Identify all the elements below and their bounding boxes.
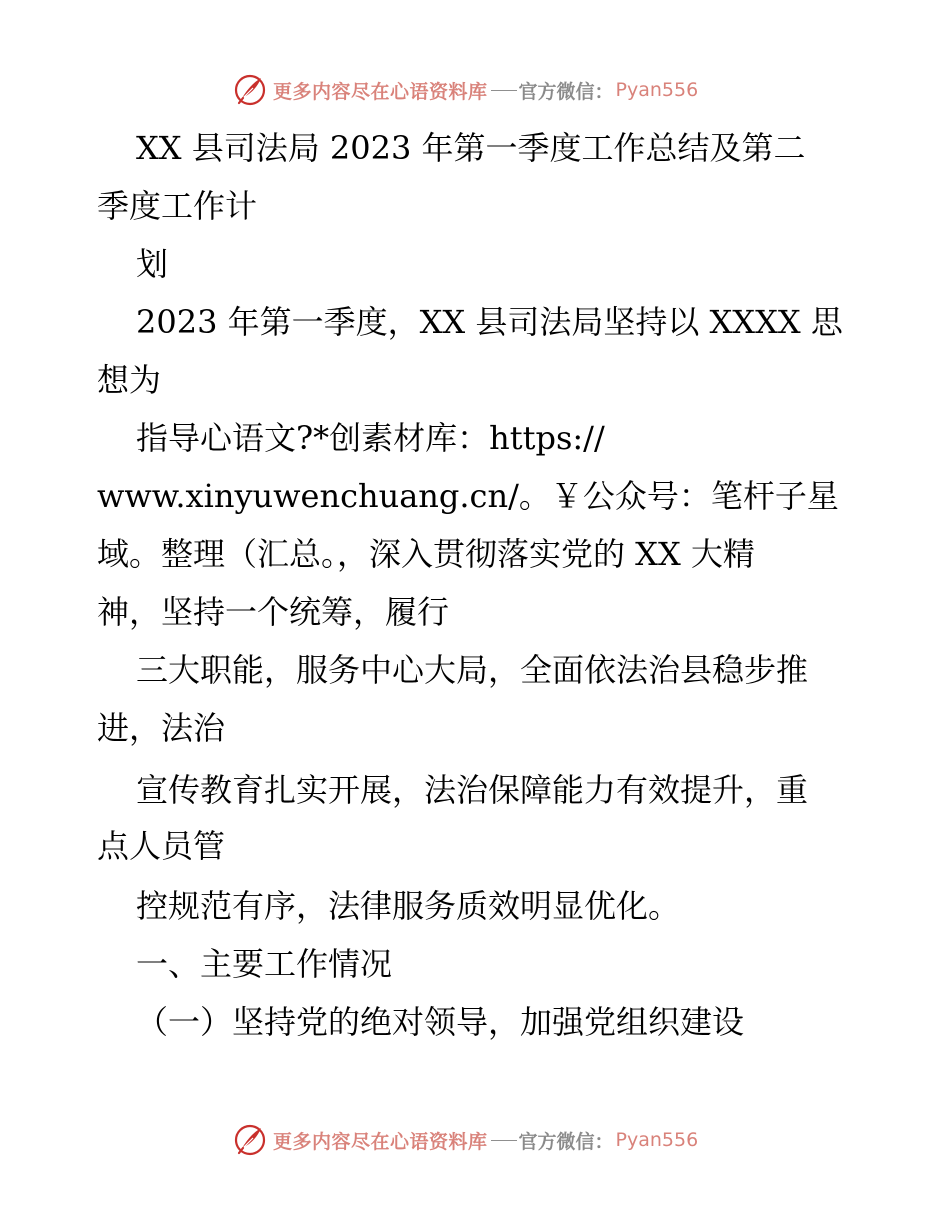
doc-title-line-3: 划 xyxy=(136,245,169,283)
banner-dash-divider xyxy=(491,90,517,91)
doc-paragraph-line: www.xinyuwenchuang.cn/。￥公众号：笔杆子星 xyxy=(97,477,839,515)
banner-wechat-id: Pyan556 xyxy=(615,1129,699,1151)
banner-wechat-label: 官方微信： xyxy=(518,1130,614,1153)
doc-paragraph-line: 2023 年第一季度，XX 县司法局坚持以 XXXX 思 xyxy=(136,303,843,341)
doc-paragraph-line: 三大职能，服务中心大局，全面依法治县稳步推 xyxy=(136,651,809,689)
banner-wechat-label: 官方微信： xyxy=(518,80,614,103)
doc-paragraph-line: 神，坚持一个统筹，履行 xyxy=(97,593,450,631)
doc-paragraph-line: 宣传教育扎实开展，法治保障能力有效提升，重 xyxy=(136,771,809,809)
header-watermark-banner xyxy=(233,72,698,108)
doc-paragraph-line: 点人员管 xyxy=(97,827,226,865)
doc-title-line-2: 季度工作计 xyxy=(97,187,258,225)
doc-paragraph-line: 想为 xyxy=(97,361,162,399)
banner-brand-text: 更多内容尽在心语资料库 xyxy=(273,80,488,103)
doc-paragraph-line: 域。整理（汇总。，深入贯彻落实党的 XX 大精 xyxy=(97,535,755,573)
banner-brand-text: 更多内容尽在心语资料库 xyxy=(273,1130,488,1153)
doc-paragraph-line: 控规范有序，法律服务质效明显优化。 xyxy=(136,887,681,925)
doc-section-heading: 一、主要工作情况 xyxy=(136,945,393,983)
footer-watermark-banner xyxy=(233,1122,698,1158)
doc-subsection-heading: （一）坚持党的绝对领导，加强党组织建设 xyxy=(136,1003,745,1041)
doc-title-line-1: XX 县司法局 2023 年第一季度工作总结及第二 xyxy=(136,129,806,167)
feather-pen-logo-icon xyxy=(233,1123,267,1157)
doc-paragraph-line: 进，法治 xyxy=(97,709,226,747)
doc-paragraph-line: 指导心语文?*创素材库：https:// xyxy=(136,419,605,457)
banner-wechat-id: Pyan556 xyxy=(615,79,699,101)
banner-dash-divider xyxy=(491,1140,517,1141)
feather-pen-logo-icon xyxy=(233,73,267,107)
